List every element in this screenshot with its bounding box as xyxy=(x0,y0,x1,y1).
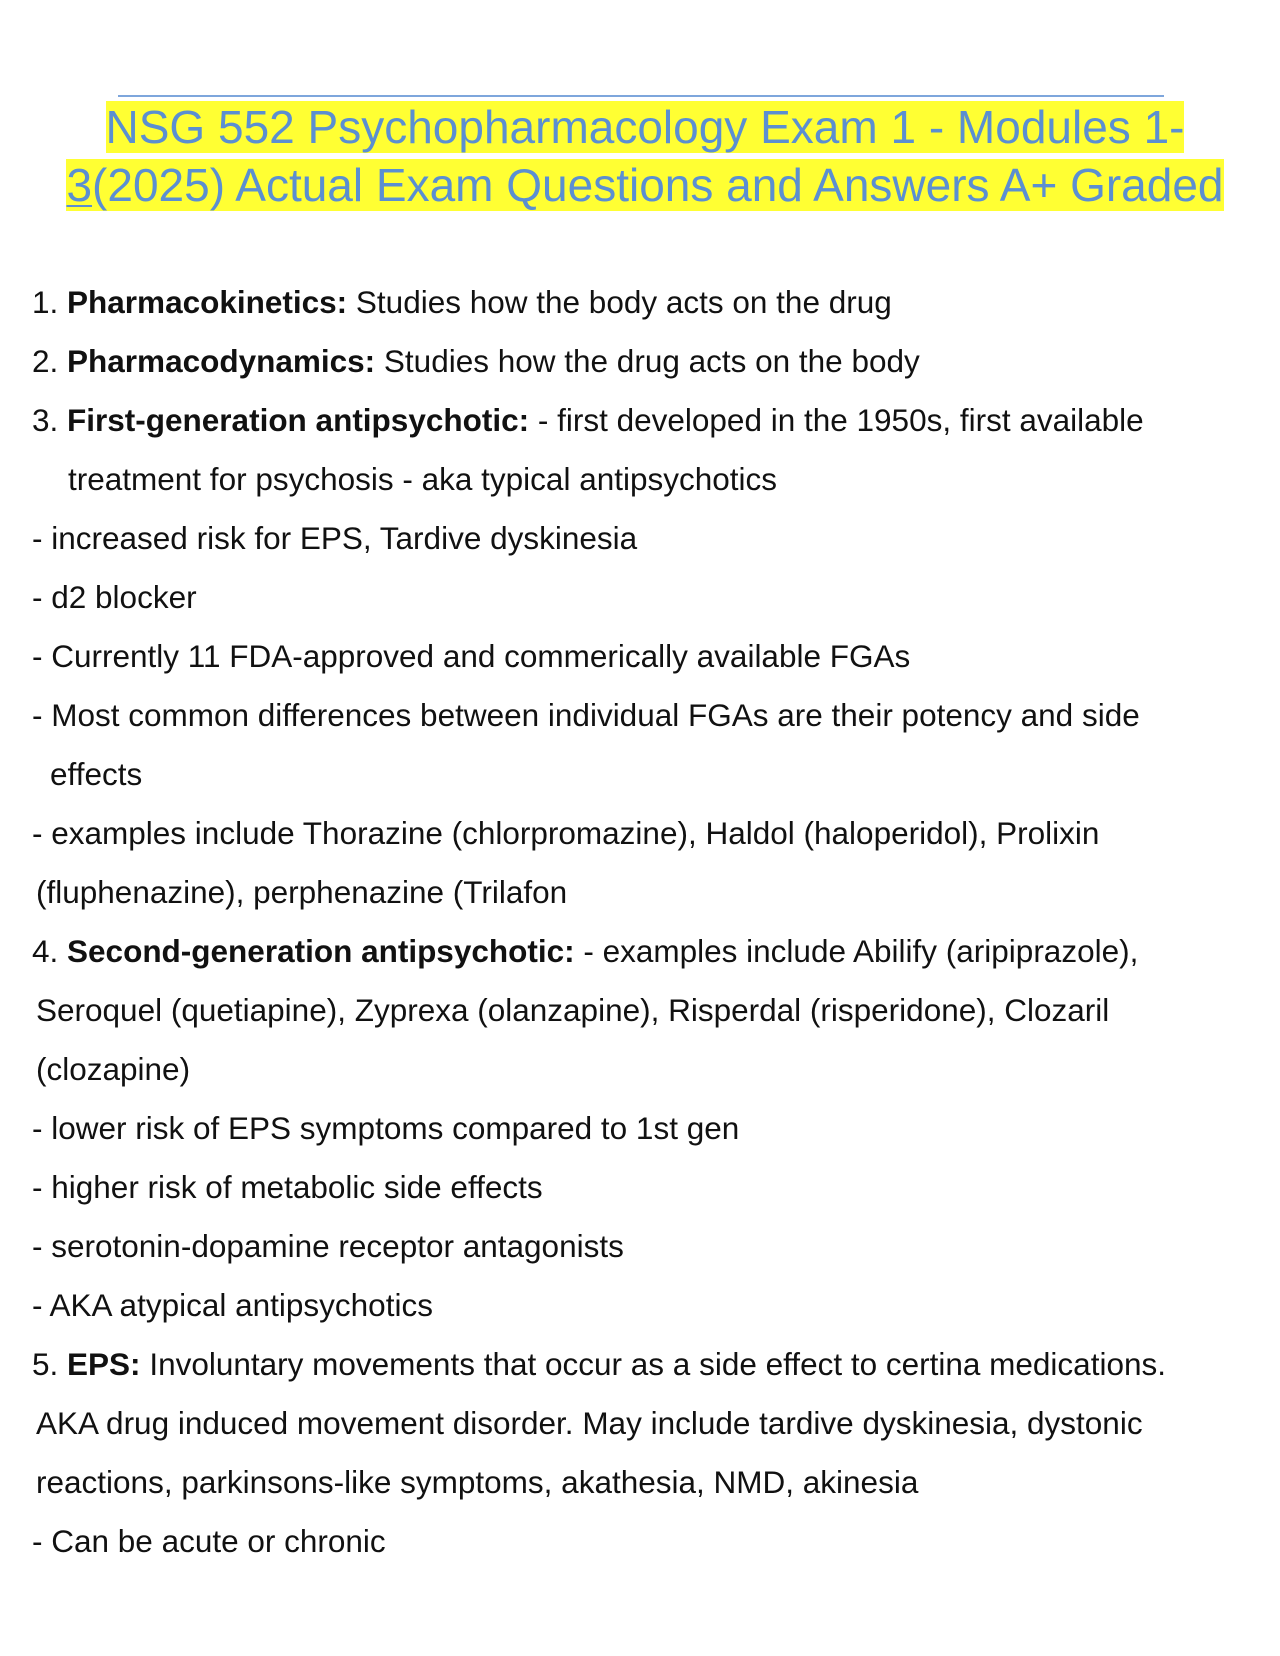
item-definition: - first developed in the 1950s, first available xyxy=(529,402,1144,438)
item-definition: - examples include Abilify (aripiprazole), xyxy=(574,933,1139,969)
document-title xyxy=(30,98,1260,214)
qa-item-5-continuation: reactions, parkinsons-like symptoms, akathesia, NMD, akinesia xyxy=(36,1464,919,1500)
bullet-line: - AKA atypical antipsychotics xyxy=(32,1287,433,1323)
bullet-line: - increased risk for EPS, Tardive dyskinesia xyxy=(32,520,638,556)
bullet-line: - serotonin-dopamine receptor antagonists xyxy=(32,1228,624,1264)
qa-item-3-continuation: treatment for psychosis - aka typical antipsychotics xyxy=(68,461,778,497)
title-line-2 xyxy=(66,159,1223,211)
item-term: EPS: xyxy=(67,1346,141,1382)
qa-item-4-continuation: (clozapine) xyxy=(36,1051,191,1087)
qa-item-5 xyxy=(32,1340,1252,1399)
item-term: Pharmacodynamics: xyxy=(67,343,376,379)
qa-item-2 xyxy=(32,337,1252,396)
title-rule xyxy=(118,95,1164,97)
bullet-continuation: (fluphenazine), perphenazine (Trilafon xyxy=(36,874,568,910)
bullet-line: - higher risk of metabolic side effects xyxy=(32,1169,543,1205)
item-number: 1. xyxy=(32,284,68,320)
title-underlined-part: 3 xyxy=(66,159,93,211)
qa-item-5-continuation: AKA drug induced movement disorder. May include tardive dyskinesia, dystonic xyxy=(36,1405,1143,1441)
qa-list xyxy=(32,278,1252,1576)
bullet-line: - d2 blocker xyxy=(32,579,197,615)
qa-item-1 xyxy=(32,278,1252,337)
qa-item-4-continuation: Seroquel (quetiapine), Zyprexa (olanzapine), Risperdal (risperidone), Clozaril xyxy=(36,992,1110,1028)
bullet-line: - Most common differences between individual FGAs are their potency and side xyxy=(32,697,1140,733)
bullet-line: - lower risk of EPS symptoms compared to 1st gen xyxy=(32,1110,740,1146)
bullet-line: - Currently 11 FDA-approved and commerically available FGAs xyxy=(32,638,911,674)
item-number: 3. xyxy=(32,402,68,438)
title-rest: (2025) Actual Exam Questions and Answers A+ Graded xyxy=(92,159,1224,211)
item-definition: Studies how the body acts on the drug xyxy=(347,284,892,320)
qa-item-3 xyxy=(32,396,1252,455)
item-term: Pharmacokinetics: xyxy=(67,284,348,320)
item-number: 4. xyxy=(32,933,68,969)
item-definition: Involuntary movements that occur as a side effect to certina medications. xyxy=(140,1346,1166,1382)
item-number: 5. xyxy=(32,1346,68,1382)
qa-item-4 xyxy=(32,927,1252,986)
item-number: 2. xyxy=(32,343,68,379)
bullet-line: - Can be acute or chronic xyxy=(32,1523,386,1559)
item-definition: Studies how the drug acts on the body xyxy=(375,343,920,379)
item-term: Second-generation antipsychotic: xyxy=(67,933,575,969)
bullet-continuation: effects xyxy=(50,756,143,792)
bullet-line: - examples include Thorazine (chlorpromazine), Haldol (haloperidol), Prolixin xyxy=(32,815,1100,851)
item-term: First-generation antipsychotic: xyxy=(67,402,530,438)
title-line-1: NSG 552 Psychopharmacology Exam 1 - Modules 1- xyxy=(105,101,1185,153)
